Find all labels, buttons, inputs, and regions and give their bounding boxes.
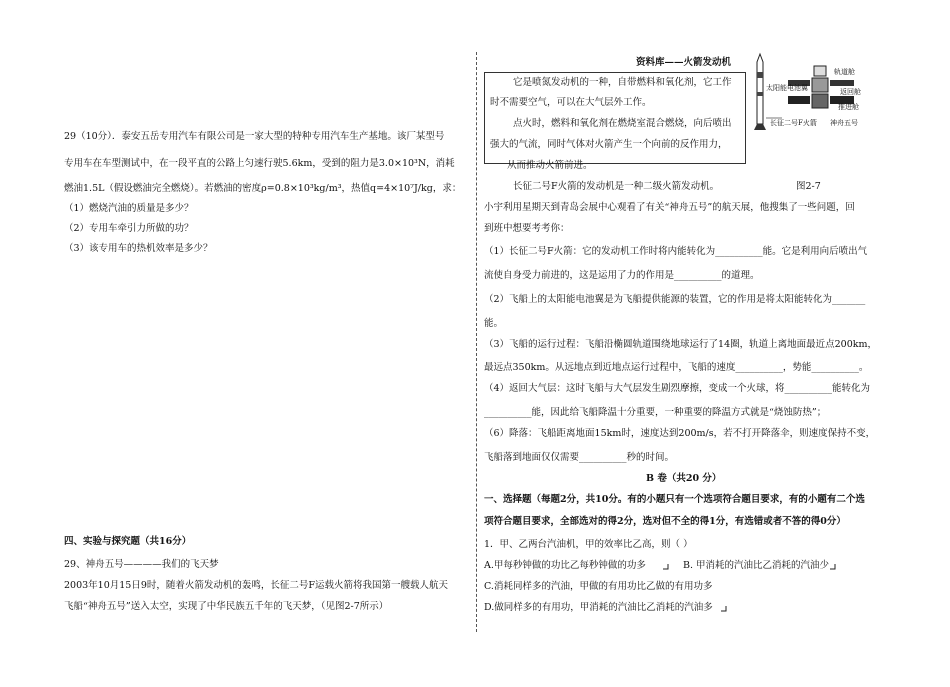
part-b-instructions-1: 一、选择题（每题2分，共10分。有的小题只有一个选项符合题目要求，有的小题有二个选 [484, 494, 865, 505]
q29-line3: 燃油1.5L（假设燃油完全燃烧）。若燃油的密度ρ=0.8×10³kg/m³，热值q=4×10⁷J/kg，求： [64, 183, 462, 194]
q-intro-line-1: 小宇利用星期天到青岛会展中心观看了有关“神舟五号”的航天展，他搜集了一些问题，回 [484, 202, 855, 213]
return-mark-icon [721, 606, 727, 612]
q29-line2: 专用车在车型测试中，在一段平直的公路上匀速行驶5.6km，受到的阻力是3.0×10³N，消耗 [64, 158, 455, 169]
mc-question-1: 1．甲、乙两台汽油机，甲的效率比乙高，则（ ） [484, 539, 693, 550]
return-mark-icon [830, 564, 836, 570]
option-d: D.做同样多的有用功，甲消耗的汽油比乙消耗的汽油多 [484, 602, 713, 613]
rocket-engine-intro: 长征二号F火箭的发动机是一种二级火箭发动机。 [513, 181, 720, 192]
reference-line-4: 强大的气流，同时气体对火箭产生一个向前的反作用力， [490, 139, 728, 150]
q-sub2-line-b: 能。 [484, 318, 504, 329]
q-sub6-line-a: （6）降落：飞船距离地面15km时，速度达到200m/s，若不打开降落伞，则速度保持不变， [484, 428, 876, 439]
figure-caption: 图2-7 [796, 181, 821, 192]
reference-title: 资料库——火箭发动机 [636, 57, 732, 68]
label-rocket: 长征二号F火箭 [770, 119, 817, 127]
q-sub4-line-a: （4）返回大气层：这时飞船与大气层发生剧烈摩擦，变成一个火球，将__________能转化为 [484, 383, 871, 394]
q29-sub1: （1）燃烧汽油的质量是多少？ [64, 203, 194, 214]
reference-line-3: 点火时，燃料和氧化剂在燃烧室混合燃烧，向后喷出 [513, 118, 732, 129]
shenzhou-paragraph-2: 飞船“神舟五号”送入太空，实现了中华民族五千年的飞天梦，（见图2-7所示） [64, 601, 389, 612]
q-sub3-line-b: 最远点350km。从远地点到近地点运行过程中，飞船的速度__________，势能__________。 [484, 362, 869, 373]
reference-line-2: 时不需要空气，可以在大气层外工作。 [490, 97, 652, 108]
part-b-title: B 卷（共20 分） [646, 473, 722, 484]
q29-sub2: （2）专用车牵引力所做的功？ [64, 223, 194, 234]
q-sub1-line-b: 流使自身受力前进的，这是运用了力的作用是__________的道理。 [484, 270, 760, 281]
q-sub1-line-a: （1）长征二号F火箭：它的发动机工作时将内能转化为__________能。它是利用向后喷出气 [484, 246, 868, 257]
q-sub4-line-b: __________能，因此给飞船降温十分重要，一种重要的降温方式就是“烧蚀防热”； [484, 407, 827, 418]
return-mark-icon [663, 564, 669, 570]
shenzhou-question-title: 29、神舟五号————我们的飞天梦 [64, 559, 219, 570]
column-divider [476, 52, 477, 632]
q-sub2-line-a: （2）飞船上的太阳能电池翼是为飞船提供能源的装置，它的作用是将太阳能转化为_______ [484, 294, 866, 305]
label-propulsion-module: 推进舱 [838, 103, 859, 111]
label-shenzhou-5: 神舟五号 [830, 119, 858, 127]
label-return-module: 返回舱 [840, 88, 861, 96]
part-b-instructions-2: 项符合题目要求，全部选对的得2分，选对但不全的得1分，有选错或者不答的得0分） [484, 516, 846, 527]
option-c: C.消耗同样多的汽油，甲做的有用功比乙做的有用功多 [484, 581, 713, 592]
label-solar-wing: 太阳能电池翼 [766, 84, 808, 92]
q-sub3-line-a: （3）飞船的运行过程：飞船沿椭圆轨道围绕地球运行了14圈，轨道上离地面最近点200km， [484, 339, 878, 350]
option-b: B. 甲消耗的汽油比乙消耗的汽油少 [683, 560, 830, 571]
label-track-module: 轨道舱 [834, 68, 855, 76]
q-sub6-line-b: 飞船落到地面仅仅需要__________秒的时间。 [484, 452, 675, 463]
q29-line1: 29（10分）．泰安五岳专用汽车有限公司是一家大型的特种专用汽车生产基地。该厂某型号 [64, 131, 445, 142]
section4-title: 四、实验与探究题（共16分） [64, 536, 192, 547]
reference-line-1: 它是喷氮发动机的一种，自带燃料和氧化剂，它工作 [513, 77, 732, 88]
reference-line-5: 从而推动火箭前进。 [507, 160, 593, 171]
q-intro-line-2: 到班中想要考考你： [484, 223, 570, 234]
shenzhou-paragraph-1: 2003年10月15日9时，随着火箭发动机的轰鸣，长征二号F运载火箭将我国第一艘载人航天 [64, 580, 448, 591]
option-a: A.甲每秒钟做的功比乙每秒钟做的功多 [484, 560, 646, 571]
q29-sub3: （3）该专用车的热机效率是多少？ [64, 243, 213, 254]
